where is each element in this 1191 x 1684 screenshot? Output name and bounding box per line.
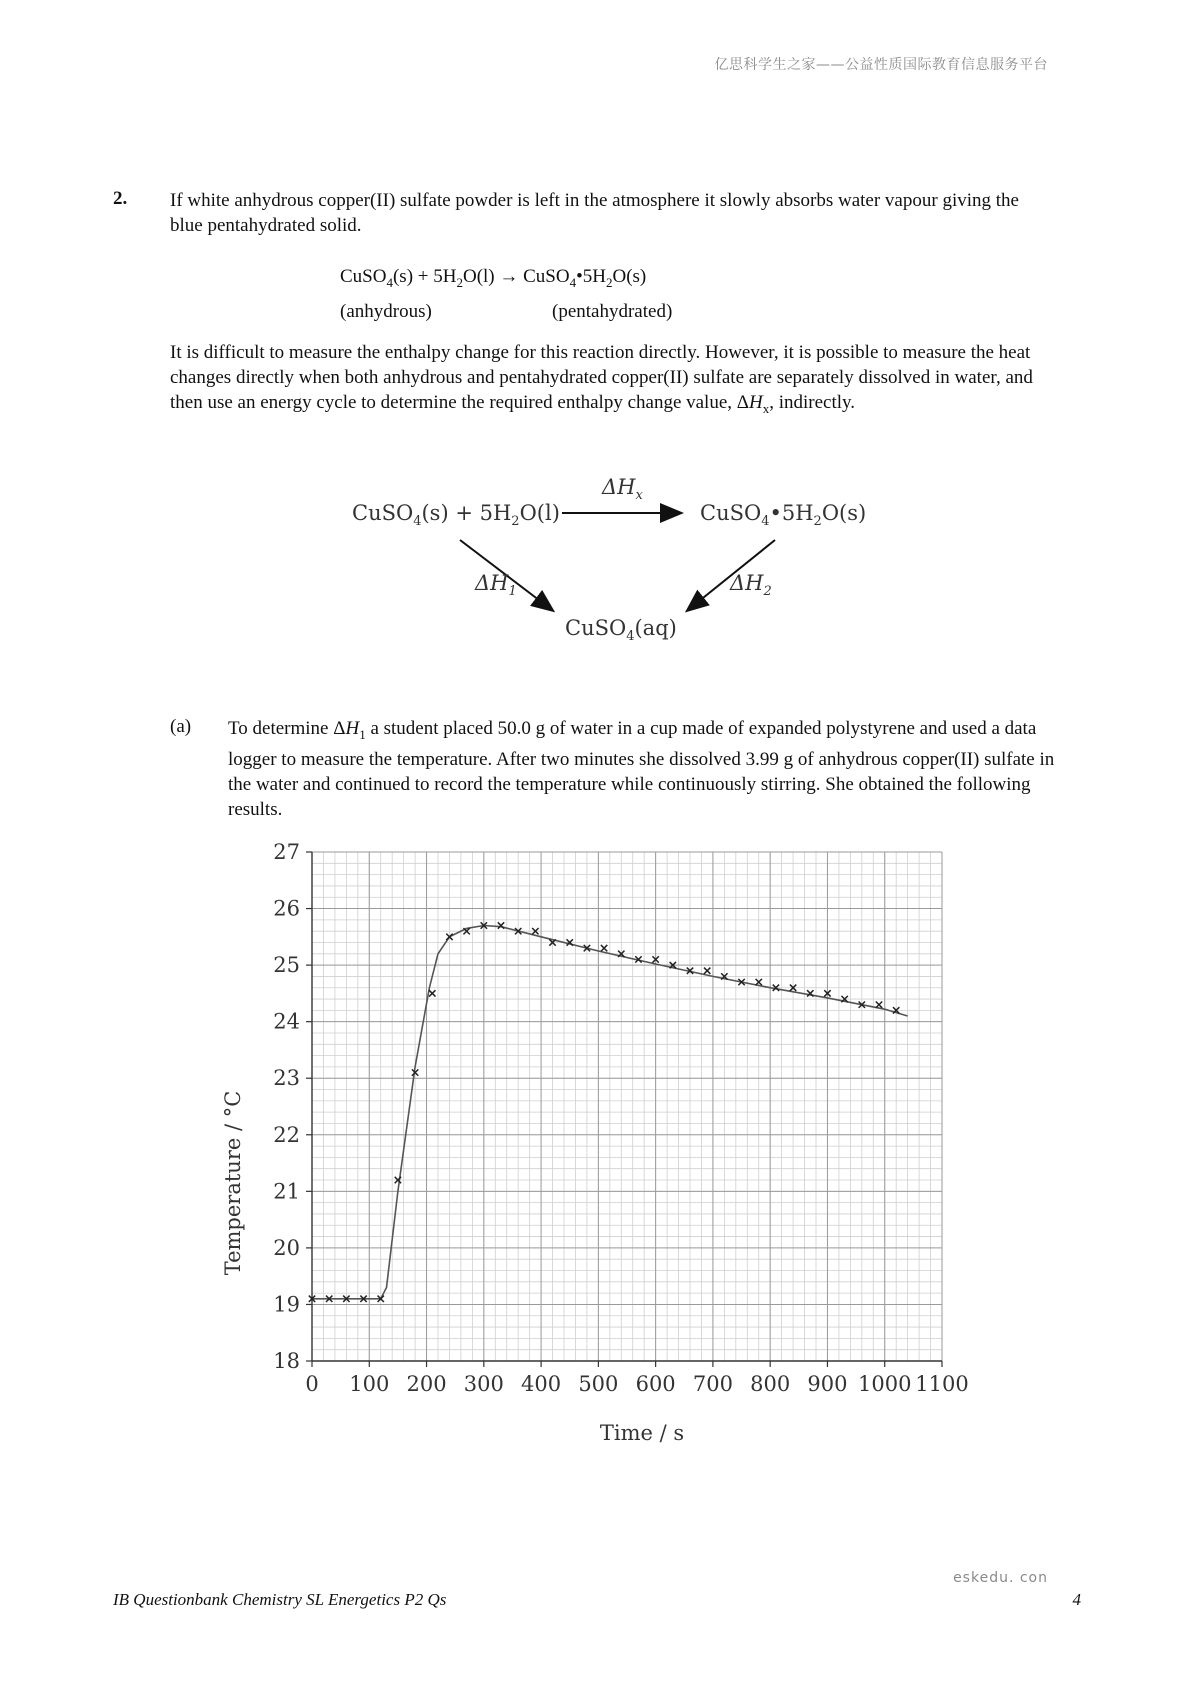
y-tick-label: 26 (273, 896, 300, 921)
part-a-label: (a) (170, 716, 192, 737)
x-tick-label: 1100 (915, 1372, 969, 1396)
header-site-name: 亿思科学生之家——公益性质国际教育信息服务平台 (714, 57, 1048, 73)
grid-minor (312, 852, 942, 1361)
x-tick-label: 600 (635, 1372, 676, 1396)
y-tick-label: 18 (273, 1349, 300, 1373)
label-dh1: $\Delta H_1$ (475, 571, 517, 599)
y-tick-label: 27 (273, 840, 300, 864)
energy-cycle-diagram (330, 460, 890, 650)
label-anhydrous: (anhydrous) (340, 300, 432, 322)
footer-watermark: eskedu. con (953, 1570, 1048, 1586)
x-tick-label: 900 (807, 1372, 848, 1396)
y-tick-label: 25 (273, 953, 300, 978)
data-point (601, 945, 607, 951)
y-tick-labels (273, 840, 300, 1373)
x-tick-label: 0 (305, 1372, 319, 1396)
question-intro: If white anhydrous copper(II) sulfate powder is left in the atmosphere it slowly absorbs water vapour giving the blue pentahydrated solid. (170, 190, 1019, 236)
y-axis-title: Temperature / °C (221, 1090, 245, 1276)
label-dhx: $\Delta H_x$ (602, 475, 643, 503)
x-tick-label: 1000 (858, 1372, 912, 1396)
cycle-reactants: CuSO$_4$(s) + $5H_2O(l)$ (352, 501, 560, 529)
x-tick-label: 100 (349, 1372, 390, 1396)
data-point (498, 922, 504, 928)
part-a-text: To determine $\Delta H_1$ a student placed 50.0 g of water in a cup made of expanded polystyrene and used a data logger to measure the temperature. After two minutes she dissolved 3.99 g of anhydrous copper(II) sulfate in the water and continued to record the temperature while continuously stirring. She obtained the following results. (228, 718, 1055, 820)
x-tick-label: 800 (750, 1372, 791, 1396)
x-tick-label: 400 (521, 1372, 562, 1396)
axes (306, 852, 942, 1367)
x-tick-label: 700 (692, 1372, 733, 1396)
cycle-pentahydrate: $CuSO_4•5H_2O(s)$ (700, 501, 867, 529)
x-tick-label: 200 (406, 1372, 447, 1396)
y-tick-label: 23 (273, 1066, 300, 1091)
question-number: 2. (113, 188, 128, 209)
x-tick-labels (305, 1372, 968, 1396)
y-tick-label: 21 (273, 1179, 300, 1204)
page-number: 4 (1072, 1590, 1081, 1609)
label-dh2: $\Delta H_2$ (730, 571, 772, 599)
data-point (704, 968, 710, 974)
equation-labels (340, 297, 672, 326)
footer-source: IB Questionbank Chemistry SL Energetics P2 Qs (113, 1590, 447, 1609)
data-point (876, 1002, 882, 1008)
question-paragraph: It is difficult to measure the enthalpy change for this reaction directly. However, it is possible to measure the heat changes directly when both anhydrous and pentahydrated copper(II) sulfate are separately dissolved in water, and then use an energy cycle to determine the required enthalpy change value, $\Delta H_x$, indirectly. (170, 342, 1033, 416)
y-tick-label: 24 (273, 1009, 300, 1034)
y-tick-label: 19 (273, 1292, 300, 1317)
temperature-time-graph (210, 836, 990, 1456)
x-tick-label: 300 (463, 1372, 504, 1396)
y-tick-label: 22 (273, 1122, 300, 1147)
equation-line: CuSO$_4$(s) + $5H_2O(l)$ → $CuSO_4•5H_2O(s)$ (340, 266, 647, 290)
grid-major (312, 852, 942, 1361)
y-tick-label: 20 (273, 1235, 300, 1260)
label-pentahydrated: (pentahydrated) (552, 300, 673, 322)
data-point (429, 990, 435, 996)
reaction-equation (340, 262, 672, 326)
x-tick-label: 500 (578, 1372, 619, 1396)
cycle-aqueous: CuSO$_4$(aq) (565, 616, 677, 644)
x-axis-title: Time / s (599, 1421, 685, 1445)
